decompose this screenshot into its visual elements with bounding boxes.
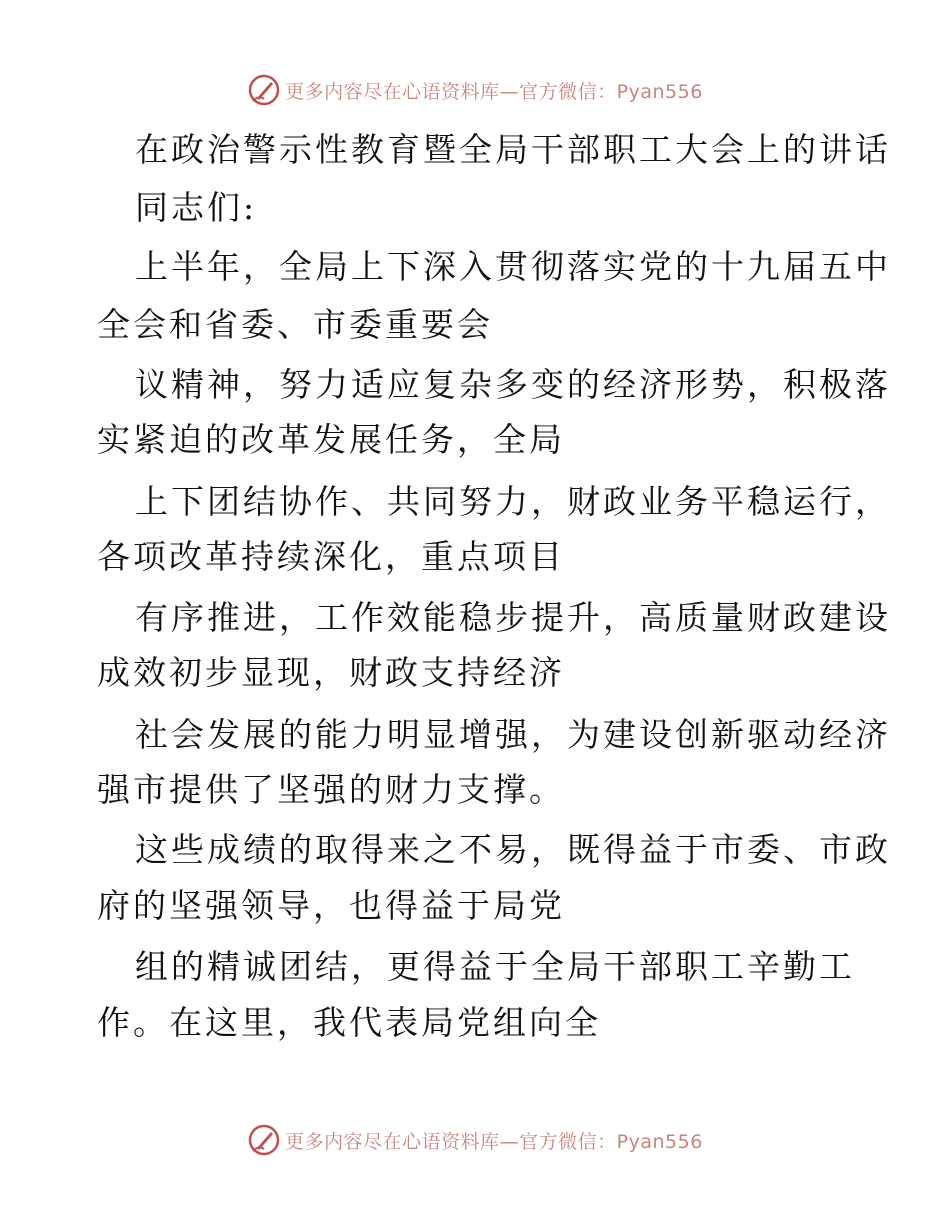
footer-wechat-text: 官方微信：Pyan556 bbox=[519, 1130, 703, 1153]
paragraph-line: 强市提供了坚强的财力支撑。 bbox=[97, 770, 565, 809]
footer-separator: — bbox=[499, 1130, 520, 1153]
paragraph-line: 全会和省委、市委重要会 bbox=[97, 305, 493, 344]
footer-watermark bbox=[0, 1120, 950, 1160]
paragraph-line: 议精神，努力适应复杂多变的经济形势，积极落 bbox=[135, 365, 891, 404]
footer-watermark-text: 更多内容尽在心语资料库 bbox=[285, 1130, 500, 1153]
paragraph-line: 府的坚强领导，也得益于局党 bbox=[97, 886, 565, 925]
paragraph-line: 上下团结协作、共同努力，财政业务平稳运行， bbox=[135, 482, 891, 521]
header-watermark-text: 更多内容尽在心语资料库 bbox=[285, 80, 500, 103]
paragraph-line: 上半年，全局上下深入贯彻落实党的十九届五中 bbox=[135, 247, 891, 286]
paragraph-line: 这些成绩的取得来之不易，既得益于市委、市政 bbox=[135, 830, 891, 869]
header-wechat-text: 官方微信：Pyan556 bbox=[519, 80, 703, 103]
header-watermark bbox=[0, 70, 950, 110]
salutation: 同志们: bbox=[135, 188, 258, 227]
header-separator: — bbox=[499, 80, 520, 103]
document-title: 在政治警示性教育暨全局干部职工大会上的讲话 bbox=[135, 130, 891, 169]
paragraph-line: 各项改革持续深化，重点项目 bbox=[97, 537, 565, 576]
paragraph-line: 有序推进，工作效能稳步提升，高质量财政建设 bbox=[135, 598, 891, 637]
paragraph-line: 组的精诚团结，更得益于全局干部职工辛勤工 bbox=[135, 947, 855, 986]
paragraph-line: 作。在这里，我代表局党组向全 bbox=[97, 1003, 601, 1042]
paragraph-line: 实紧迫的改革发展任务，全局 bbox=[97, 420, 565, 459]
quill-logo-icon bbox=[247, 1123, 281, 1157]
quill-logo-icon bbox=[247, 73, 281, 107]
paragraph-line: 社会发展的能力明显增强，为建设创新驱动经济 bbox=[135, 715, 891, 754]
paragraph-line: 成效初步显现，财政支持经济 bbox=[97, 653, 565, 692]
